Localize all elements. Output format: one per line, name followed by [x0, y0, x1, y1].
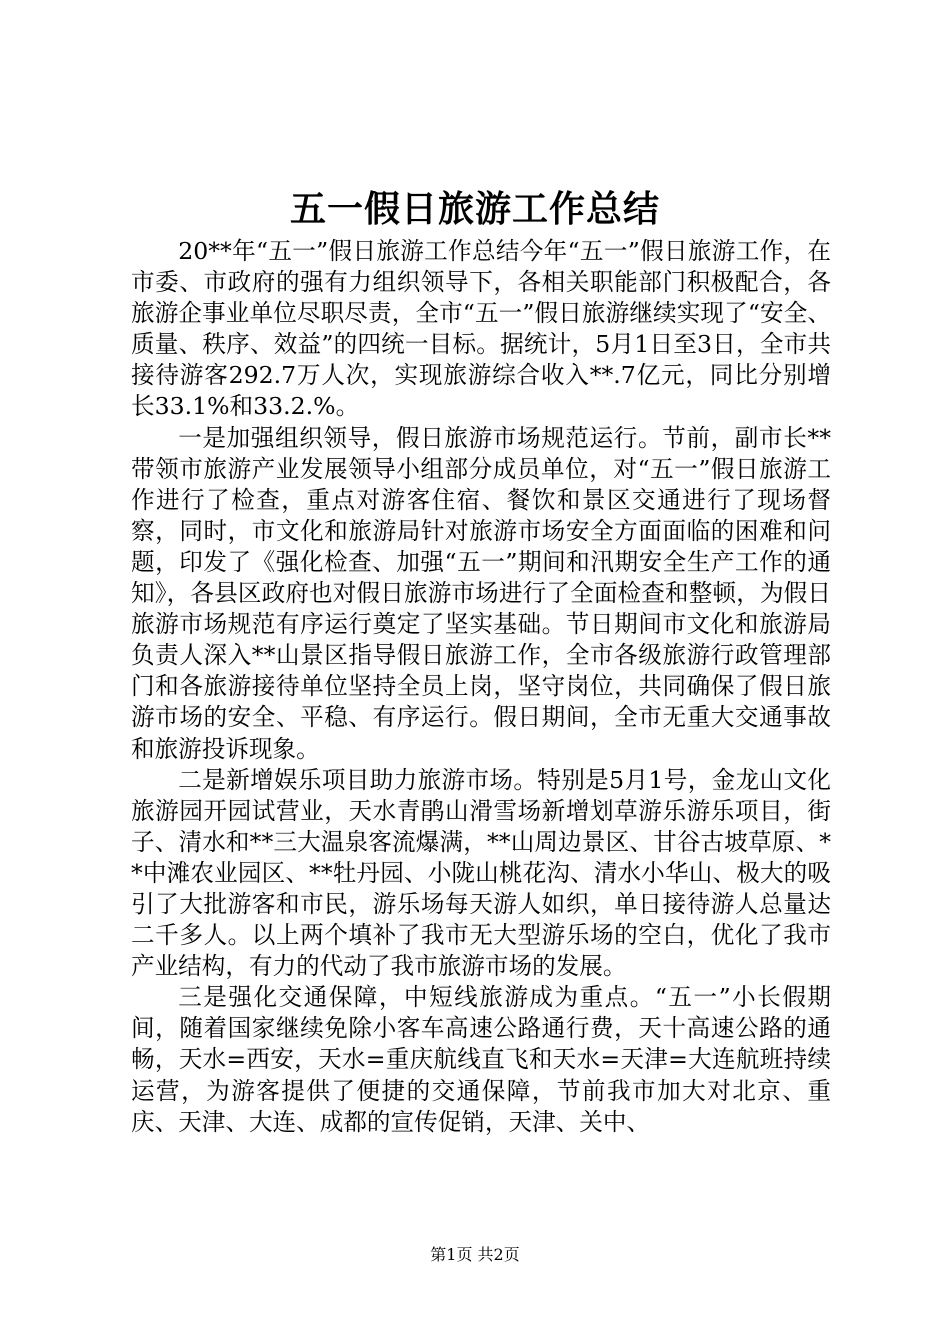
page-title: 五一假日旅游工作总结 — [289, 188, 660, 230]
page-footer: 第1页 共2页 — [430, 1245, 520, 1264]
document-body — [131, 236, 831, 1138]
paragraph-organization: 一是加强组织领导，假日旅游市场规范运行。节前，副市长**带领市旅游产业发展领导小组部分成员单位，对“五一”假日旅游工作进行了检查，重点对游客住宿、餐饮和景区交通进行了现场督察，同时，市文化和旅游局针对旅游市场安全方面面临的困难和问题，印发了《强化检查、加强“五一”期间和汛期安全生产工作的通知》，各县区政府也对假日旅游市场进行了全面检查和整顿，为假日旅游市场规范有序运行奠定了坚实基础。节日期间市文化和旅游局负责人深入**山景区指导假日旅游工作，全市各级旅游行政管理部门和各旅游接待单位坚持全员上岗，坚守岗位，共同确保了假日旅游市场的安全、平稳、有序运行。假日期间，全市无重大交通事故和旅游投诉现象。 — [131, 423, 831, 763]
paragraph-transport: 三是强化交通保障，中短线旅游成为重点。“五一”小长假期间，随着国家继续免除小客车高速公路通行费，天十高速公路的通畅，天水=西安，天水=重庆航线直飞和天水=天津=大连航班持续运营，为游客提供了便捷的交通保障，节前我市加大对北京、重庆、天津、大连、成都的宣传促销，天津、关中、 — [131, 983, 831, 1136]
paragraph-intro: 20**年“五一”假日旅游工作总结今年“五一”假日旅游工作，在市委、市政府的强有力组织领导下，各相关职能部门积极配合，各旅游企事业单位尽职尽责，全市“五一”假日旅游继续实现了“安全、质量、秩序、效益”的四统一目标。据统计，5月1日至3日，全市共接待游客292.7万人次，实现旅游综合收入**.7亿元，同比分别增长33.1%和33.2.%。 — [131, 237, 831, 421]
paragraph-entertainment: 二是新增娱乐项目助力旅游市场。特别是5月1号，金龙山文化旅游园开园试营业，天水青鹃山滑雪场新增划草游乐游乐项目，街子、清水和**三大温泉客流爆满，**山周边景区、甘谷古坡草原、**中滩农业园区、**牡丹园、小陇山桃花沟、清水小华山、极大的吸引了大批游客和市民，游乐场每天游人如织，单日接待游人总量达二千多人。以上两个填补了我市无大型游乐场的空白，优化了我市产业结构，有力的代动了我市旅游市场的发展。 — [131, 765, 831, 981]
